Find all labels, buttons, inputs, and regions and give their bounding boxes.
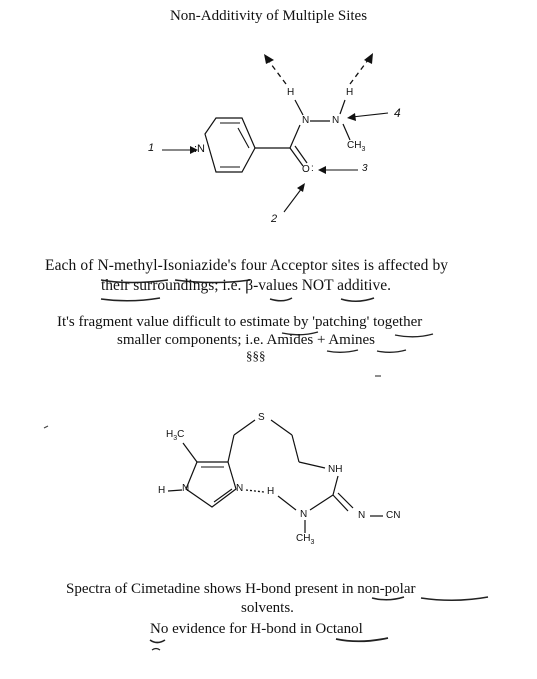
caption-line-3: No evidence for H-bond in Octanol bbox=[150, 621, 363, 637]
amide-nitrogen-label: N bbox=[302, 115, 310, 126]
methyl-nitrogen-label: N bbox=[332, 115, 340, 126]
site-label-4: 4 bbox=[394, 106, 401, 120]
site-label-3: 3 bbox=[362, 163, 368, 174]
hydrogen-bond-h-label: H bbox=[267, 486, 275, 497]
page-title: Non-Additivity of Multiple Sites bbox=[169, 8, 368, 24]
site-label-2: 2 bbox=[271, 213, 278, 225]
imidazole-ring bbox=[186, 462, 236, 507]
sulfur-label: S bbox=[258, 412, 265, 423]
imine-nitrogen-label: N bbox=[358, 510, 366, 521]
carbonyl-oxygen-label: O bbox=[302, 164, 310, 175]
imidazole-nh-nitrogen-label: N bbox=[182, 483, 190, 494]
site-label-1: 1 bbox=[148, 142, 155, 154]
ring-methyl-label: $H_3C$ bbox=[166, 429, 185, 442]
oxygen-lone-pair: : bbox=[311, 163, 314, 174]
paragraph-2-line-1: It's fragment value difficult to estimate by 'patching' together bbox=[57, 314, 423, 330]
paragraph-2-line-2: smaller components; i.e. Amides + Amines bbox=[117, 332, 376, 348]
paragraph-1-line-1: Each of N-methyl-Isoniazide's four Acceptor sites is affected by bbox=[45, 257, 449, 274]
caption-line-2: solvents. bbox=[241, 600, 294, 616]
guanidine-nitrogen-label: N bbox=[300, 509, 308, 520]
imidazole-acceptor-nitrogen-label: N bbox=[236, 483, 244, 494]
methyl-group-label: $CH_3$ bbox=[347, 140, 366, 153]
caption-line-1: Spectra of Cimetadine shows H-bond present in non-polar bbox=[66, 581, 416, 597]
section-marks: §§§ bbox=[246, 348, 266, 363]
pyridine-nitrogen-label: :N bbox=[194, 143, 205, 155]
amide-hydrogen-label: H bbox=[287, 87, 295, 98]
cyano-label: CN bbox=[386, 510, 401, 521]
thioether-nh-label: NH bbox=[328, 464, 343, 475]
n-methyl-label: $CH_3$ bbox=[296, 533, 315, 546]
imidazole-h-label: H bbox=[158, 485, 166, 496]
hydrazine-hydrogen-label: H bbox=[346, 87, 354, 98]
paragraph-1-line-2: their surroundings; i.e. β-values NOT additive. bbox=[101, 277, 391, 294]
